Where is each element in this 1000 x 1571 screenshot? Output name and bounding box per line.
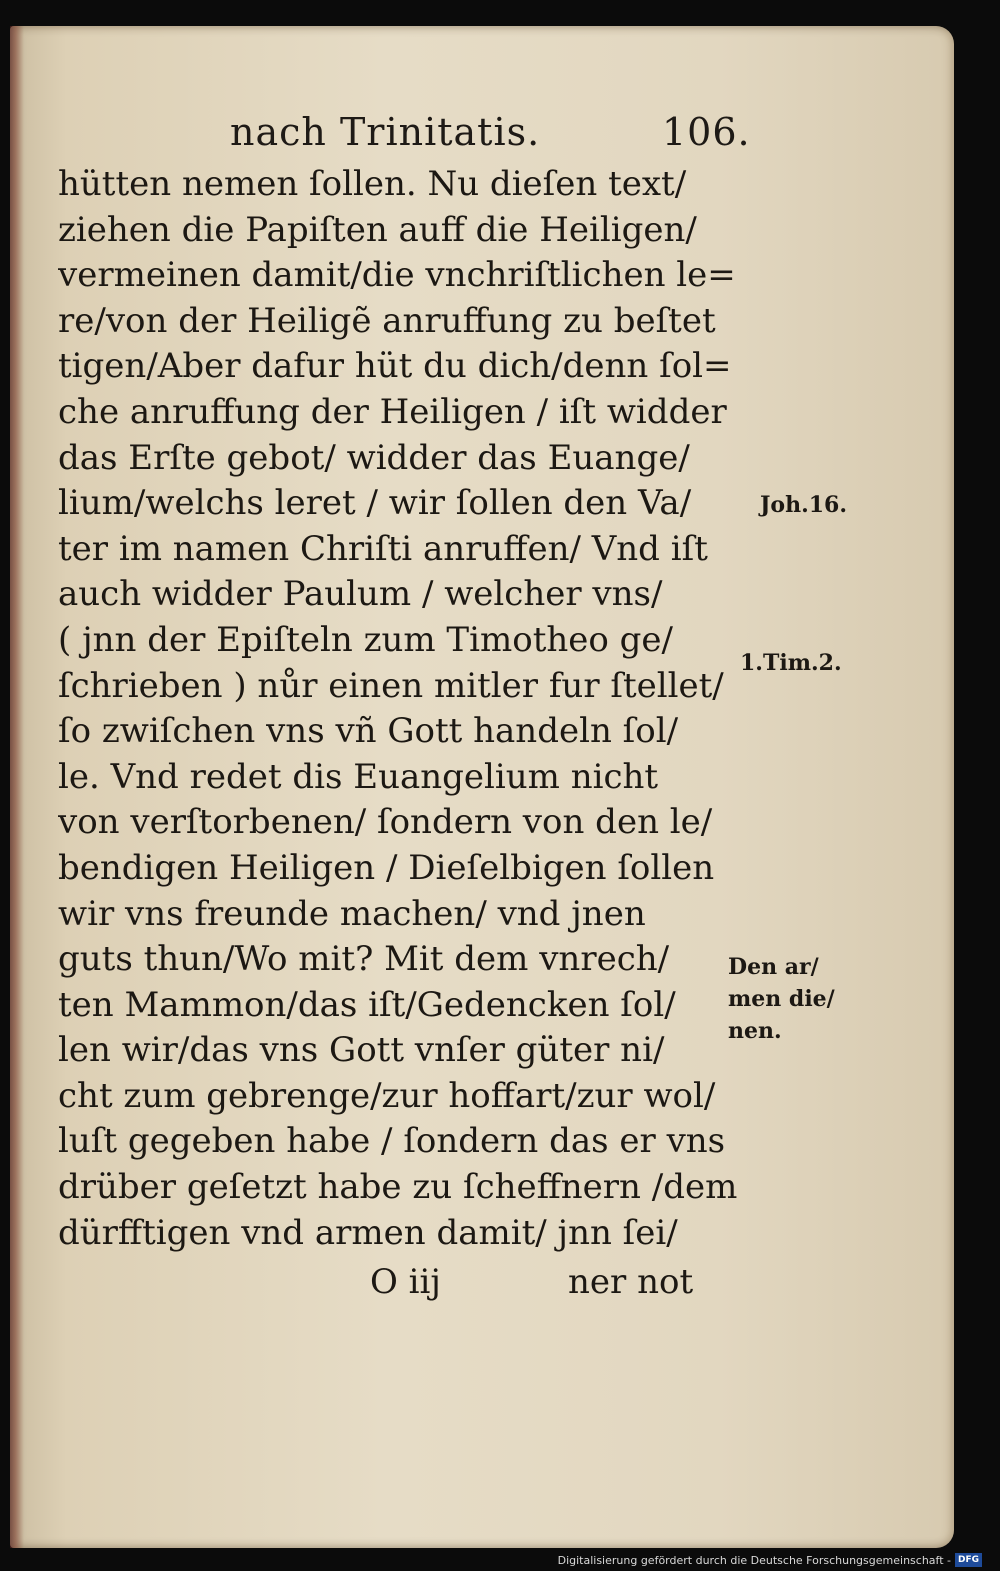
page-header [230,110,750,170]
text-line: guts thun/Wo mit? Mit dem vnrech/ [58,939,670,980]
signature-mark: O iij [370,1262,441,1302]
text-line: lium/welchs leret / wir ſollen den Va/ [58,483,692,524]
margin-note-arm-2: men die/ [728,986,835,1012]
text-line: re/von der Heiligẽ anruffung zu beſtet [58,300,716,341]
text-line: len wir/das vns Gott vnſer güter ni/ [58,1030,665,1071]
margin-note-joh: Joh.16. [760,492,848,518]
margin-note-tim: 1.Tim.2. [740,650,842,676]
margin-note-arm-3: nen. [728,1018,782,1044]
text-line: bendigen Heiligen / Dieſelbigen ſollen [58,847,715,888]
margin-note-arm-1: Den ar/ [728,954,819,980]
text-line: drüber geſetzt habe zu ſcheffnern /dem [58,1167,738,1208]
text-line: ziehen die Papiſten auff die Heiligen/ [58,209,697,250]
text-line: ( jnn der Epiſteln zum Timotheo ge/ [58,619,673,660]
text-line: von verſtorbenen/ ſondern von den le/ [58,802,713,843]
text-line: ten Mammon/das iſt/Gedencken ſol/ [58,984,676,1025]
text-line: hütten nemen ſollen. Nu dieſen text/ [58,164,687,204]
text-line: ſo zwiſchen vns vñ Gott handeln ſol/ [58,711,679,752]
dfg-logo: DFG [955,1553,982,1567]
catchword: ner not [568,1262,694,1302]
text-line: vermeinen damit/die vnchriſtlichen le= [58,255,736,296]
text-line: luſt gegeben habe / ſondern das er vns [58,1121,726,1162]
credit-text: Digitalisierung gefördert durch die Deutsche Forschungsgemeinschaft - [557,1553,951,1567]
digitization-credit [558,1552,982,1568]
text-line: che anruffung der Heiligen / iſt widder [58,391,727,432]
text-line: le. Vnd redet dis Euangelium nicht [58,756,659,797]
text-line: auch widder Paulum / welcher vns/ [58,574,663,615]
running-title: nach Trinitatis. [230,110,541,154]
text-line: das Erſte gebot/ widder das Euange/ [58,437,690,478]
text-line: tigen/Aber dafur hüt du dich/denn ſol= [58,346,732,387]
text-line: dürfftigen vnd armen damit/ jnn ſei/ [58,1212,678,1253]
text-line: ter im namen Chriſti anruffen/ Vnd iſt [58,528,708,569]
text-line: ſchrieben ) nůr einen mitler fur ſtellet/ [58,665,724,706]
main-text-block [58,162,748,1256]
page-number: 106. [662,110,751,154]
text-line: cht zum gebrenge/zur hoffart/zur wol/ [58,1075,716,1116]
text-line: wir vns freunde machen/ vnd jnen [58,893,646,934]
